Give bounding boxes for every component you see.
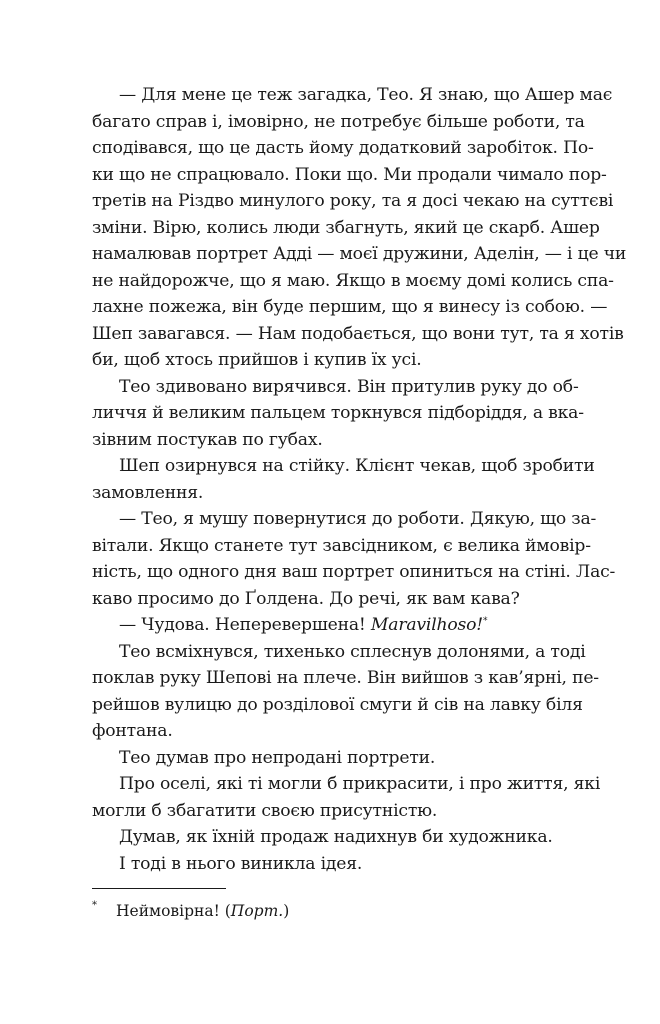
text-line: Тео думав про непродані портрети. bbox=[119, 747, 436, 768]
text-line: ність, що одного дня ваш портрет опиниться на стіні. Лас- bbox=[92, 562, 616, 582]
dialogue-text: — Чудова. Неперевершена! bbox=[119, 615, 371, 635]
text-line: ки що не спрацювало. Поки що. Ми продали чимало пор- bbox=[92, 164, 607, 185]
text-line: поклав руку Шепові на плече. Він вийшов з кав’ярні, пе- bbox=[92, 668, 599, 688]
footnote-italic: Порт. bbox=[230, 902, 284, 920]
text-line: сподівався, що це дасть йому додатковий заробіток. По- bbox=[92, 138, 594, 158]
text-line: личчя й великим пальцем торкнувся підборіддя, а вка- bbox=[92, 403, 584, 423]
text-line: Думав, як їхній продаж надихнув би художника. bbox=[119, 827, 553, 847]
text-line: вітали. Якщо станете тут завсідником, є велика ймовір- bbox=[92, 535, 591, 556]
text-line: Про оселі, які ті могли б прикрасити, і про життя, які bbox=[119, 774, 601, 794]
text-line: зміни. Вірю, колись люди збагнуть, який це скарб. Ашер bbox=[92, 217, 600, 238]
text-line: Шеп завагався. — Нам подобається, що вони тут, та я хотів bbox=[92, 323, 624, 344]
text-line: — Для мене це теж загадка, Тео. Я знаю, що Ашер має bbox=[119, 85, 613, 105]
text-line: І тоді в нього виникла ідея. bbox=[119, 853, 363, 874]
text-line: зівним постукав по губах. bbox=[92, 429, 323, 450]
text-line: — Тео, я мушу повернутися до роботи. Дякую, що за- bbox=[119, 509, 597, 529]
text-line: Тео здивовано вирячився. Він притулив руку до об- bbox=[119, 376, 579, 397]
text-line: замовлення. bbox=[92, 482, 204, 503]
footnote-close: ) bbox=[283, 902, 290, 920]
text-line: могли б збагатити своєю присутністю. bbox=[92, 800, 438, 821]
text-line: Шеп озирнувся на стійку. Клієнт чекав, щоб зробити bbox=[119, 456, 595, 476]
text-line: намалював портрет Адді — моєї дружини, Аделін, — і це чи bbox=[92, 244, 627, 264]
text-line: багато справ і, імовірно, не потребує більше роботи, та bbox=[92, 111, 585, 132]
text-line: фонтана. bbox=[92, 721, 173, 741]
footnote-ref: * bbox=[482, 616, 488, 627]
text-line: рейшов вулицю до розділової смуги й сів на лавку біля bbox=[92, 694, 583, 715]
text-line bbox=[92, 612, 572, 639]
italic-phrase: Maravilhoso! bbox=[370, 615, 483, 635]
book-page-text bbox=[92, 82, 627, 877]
text-line: би, щоб хтось прийшов і купив їх усі. bbox=[92, 350, 422, 370]
text-line: третів на Різдво минулого року, та я досі чекаю на суттєві bbox=[92, 191, 614, 211]
text-line: каво просимо до Ґолдена. До речі, як вам кава? bbox=[92, 588, 520, 609]
text-line: не найдорожче, що я маю. Якщо в моєму домі колись спа- bbox=[92, 270, 614, 291]
footnote-marker: * bbox=[92, 900, 97, 911]
footnote-text: Неймовірна! ( bbox=[116, 902, 231, 920]
footnote bbox=[92, 900, 289, 922]
text-line: Тео всміхнувся, тихенько сплеснув долонями, а тоді bbox=[119, 641, 586, 662]
text-line: лахне пожежа, він буде першим, що я винесу із собою. — bbox=[92, 297, 608, 317]
footnote-divider bbox=[92, 888, 226, 889]
